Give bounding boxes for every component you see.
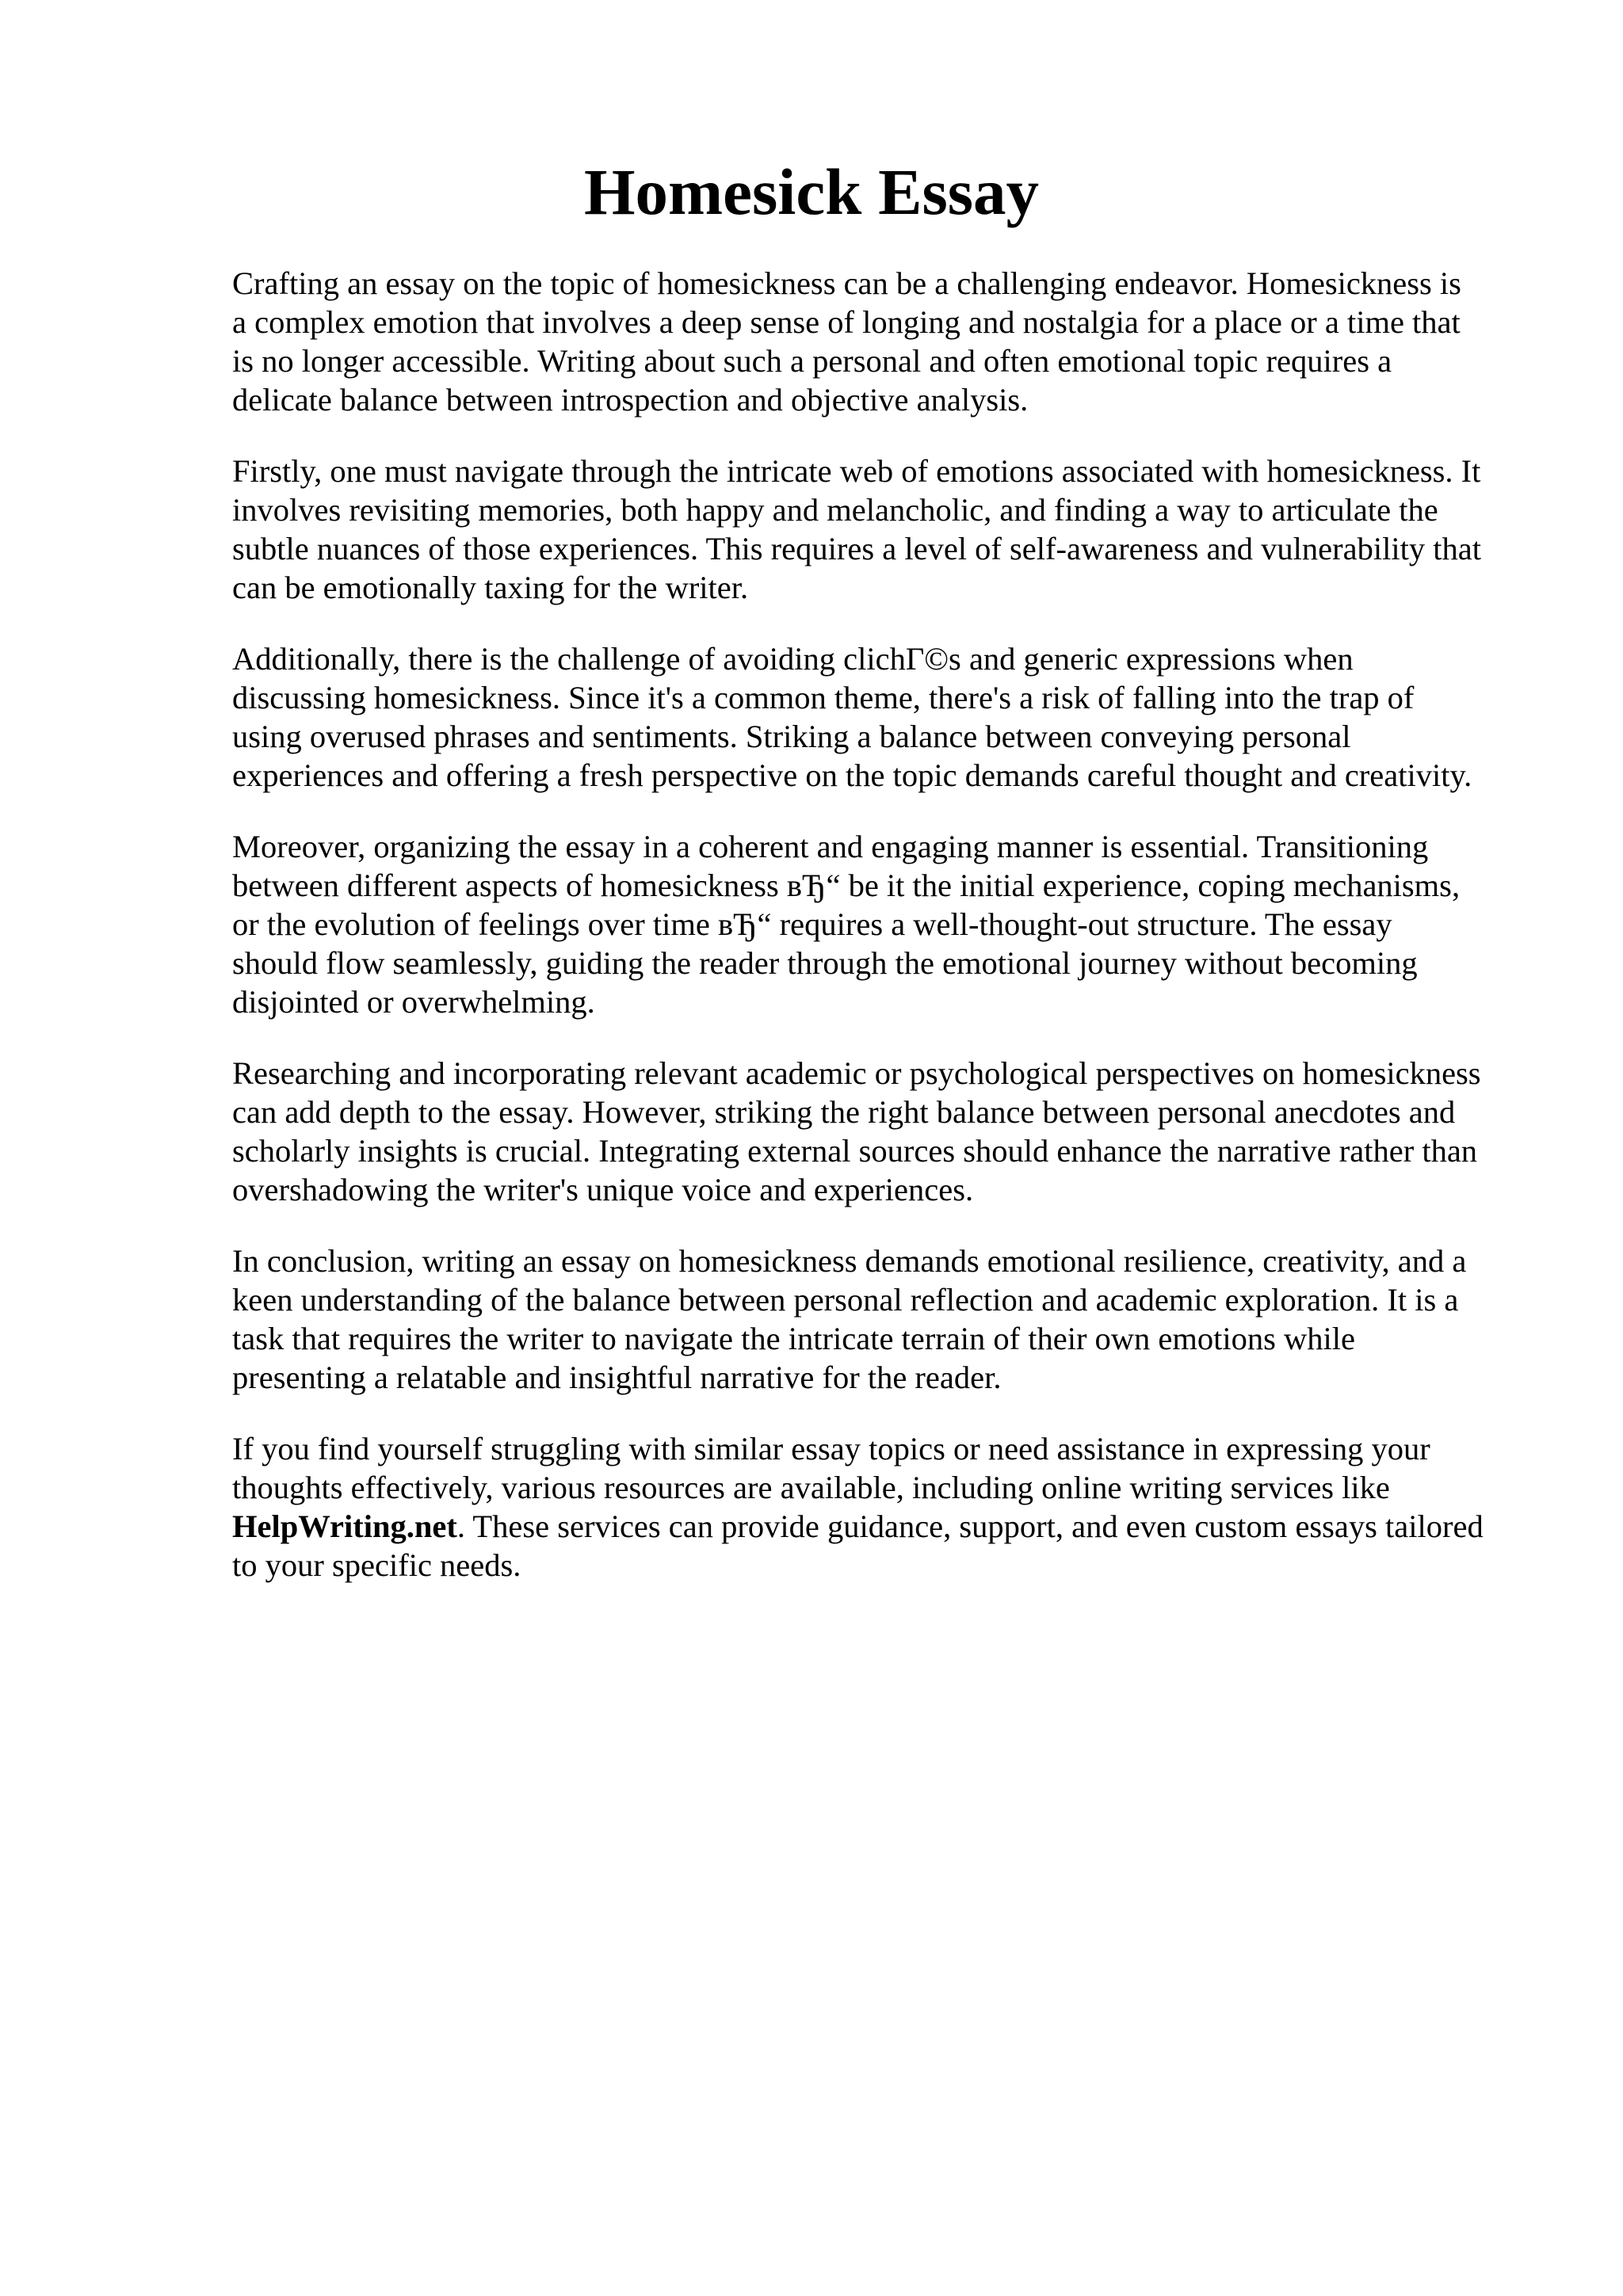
- text-line: using overused phrases and sentiments. Striking a balance between conveying personal: [232, 719, 1351, 754]
- text-line: Firstly, one must navigate through the intricate web of emotions associated with homesickness. It: [232, 453, 1481, 489]
- helpwriting-link[interactable]: HelpWriting.net: [232, 1508, 457, 1544]
- text-line: Additionally, there is the challenge of avoiding clichГ©s and generic expressions when: [232, 641, 1354, 677]
- text-line: subtle nuances of those experiences. This requires a level of self-awareness and vulnerability that: [232, 531, 1481, 566]
- text-line: or the evolution of feelings over time вЂ“ requires a well-thought-out structure. The essay: [232, 906, 1392, 942]
- text-line: If you find yourself struggling with similar essay topics or need assistance in expressing your: [232, 1431, 1430, 1466]
- text-line: task that requires the writer to navigate the intricate terrain of their own emotions while: [232, 1321, 1356, 1356]
- text-line: thoughts effectively, various resources are available, including online writing services like: [232, 1470, 1390, 1505]
- text-line: Researching and incorporating relevant academic or psychological perspectives on homesickness: [232, 1055, 1481, 1091]
- text-line: presenting a relatable and insightful narrative for the reader.: [232, 1360, 1002, 1395]
- paragraph-cliches: [232, 639, 1548, 795]
- text-line: delicate balance between introspection and objective analysis.: [232, 382, 1029, 418]
- text-line: Crafting an essay on the topic of homesickness can be a challenging endeavor. Homesickness is: [232, 265, 1461, 301]
- text-line: Moreover, organizing the essay in a coherent and engaging manner is essential. Transitioning: [232, 829, 1429, 864]
- text-line: a complex emotion that involves a deep sense of longing and nostalgia for a place or a time that: [232, 304, 1461, 340]
- page-title: Homesick Essay: [583, 155, 1040, 228]
- text-line: should flow seamlessly, guiding the reader through the emotional journey without becoming: [232, 945, 1418, 981]
- text-line: overshadowing the writer's unique voice and experiences.: [232, 1172, 974, 1207]
- text-line: can add depth to the essay. However, striking the right balance between personal anecdotes and: [232, 1094, 1456, 1130]
- text-line: disjointed or overwhelming.: [232, 984, 595, 1020]
- paragraph-intro: [232, 264, 1548, 419]
- text-line: In conclusion, writing an essay on homesickness demands emotional resilience, creativity, and a: [232, 1243, 1467, 1279]
- text-line: is no longer accessible. Writing about such a personal and often emotional topic requires a: [232, 343, 1392, 379]
- text-line: discussing homesickness. Since it's a common theme, there's a risk of falling into the trap of: [232, 680, 1415, 715]
- text-line: can be emotionally taxing for the writer.: [232, 570, 749, 605]
- paragraph-closing: [232, 1429, 1548, 1585]
- paragraph-emotions: [232, 452, 1548, 607]
- paragraph-research: [232, 1054, 1548, 1209]
- text-line: scholarly insights is crucial. Integrating external sources should enhance the narrative rather than: [232, 1133, 1478, 1169]
- text-line: keen understanding of the balance between personal reflection and academic exploration. It is a: [232, 1282, 1459, 1318]
- text-line: involves revisiting memories, both happy and melancholic, and finding a way to articulate the: [232, 492, 1438, 528]
- text-line-brand: [232, 1507, 1548, 1546]
- text-line: experiences and offering a fresh perspective on the topic demands careful thought and creativity.: [232, 757, 1472, 793]
- paragraph-organizing: [232, 827, 1548, 1021]
- text-fragment: . These services can provide guidance, support, and even custom essays tailored: [456, 1508, 1484, 1544]
- essay-body: [232, 264, 1548, 1617]
- text-line: between different aspects of homesickness вЂ“ be it the initial experience, coping mechanisms,: [232, 868, 1461, 903]
- text-line: to your specific needs.: [232, 1547, 521, 1583]
- paragraph-conclusion: [232, 1241, 1548, 1397]
